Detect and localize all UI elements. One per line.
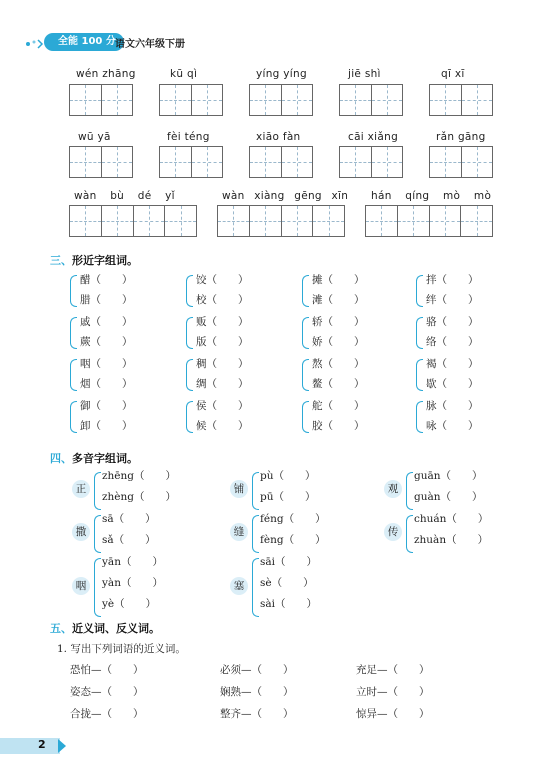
- word-blank[interactable]: 拌（ ）: [426, 274, 479, 286]
- word-blank[interactable]: 摊（ ）: [312, 274, 365, 286]
- writing-grid[interactable]: [339, 84, 403, 116]
- writing-grid[interactable]: [429, 146, 493, 178]
- brace-icon: [302, 275, 309, 307]
- pinyin-label: wàn xiàng gēng xīn: [222, 190, 349, 202]
- reading-blank[interactable]: sǎ（ ）: [102, 534, 156, 546]
- word-blank[interactable]: 贩（ ）: [196, 316, 249, 328]
- brace-icon: [70, 401, 77, 433]
- word-blank[interactable]: 轿（ ）: [312, 316, 365, 328]
- brace-icon: [416, 359, 423, 391]
- synonym-blank[interactable]: 惊异—（ ）: [356, 708, 430, 720]
- reading-blank[interactable]: féng（ ）: [260, 513, 326, 525]
- word-blank[interactable]: 咏（ ）: [426, 420, 479, 432]
- brace-icon: [302, 359, 309, 391]
- word-blank[interactable]: 醋（ ）: [80, 274, 133, 286]
- word-blank[interactable]: 骆（ ）: [426, 316, 479, 328]
- brace-icon: [94, 472, 101, 510]
- section-heading: 三、形近字组词。: [50, 254, 138, 267]
- brace-icon: [406, 515, 413, 553]
- writing-grid[interactable]: [69, 84, 133, 116]
- word-blank[interactable]: 卸（ ）: [80, 420, 133, 432]
- polyphone-char: 传: [384, 523, 402, 541]
- brace-icon: [94, 515, 101, 553]
- section-heading: 四、多音字组词。: [50, 452, 138, 465]
- synonym-blank[interactable]: 合拢—（ ）: [70, 708, 144, 720]
- word-blank[interactable]: 咽（ ）: [80, 358, 133, 370]
- synonym-blank[interactable]: 立时—（ ）: [356, 686, 430, 698]
- reading-blank[interactable]: zhuàn（ ）: [414, 534, 489, 546]
- word-blank[interactable]: 戚（ ）: [80, 316, 133, 328]
- reading-blank[interactable]: pù（ ）: [260, 470, 316, 482]
- brace-icon: [186, 401, 193, 433]
- pinyin-label: jiē shì: [348, 68, 381, 80]
- writing-grid[interactable]: [339, 146, 403, 178]
- pinyin-label: xiāo fàn: [256, 131, 301, 143]
- brace-icon: [252, 558, 259, 617]
- writing-grid[interactable]: [217, 205, 345, 237]
- synonym-blank[interactable]: 充足—（ ）: [356, 664, 430, 676]
- brace-icon: [302, 317, 309, 349]
- brace-icon: [406, 472, 413, 510]
- synonym-blank[interactable]: 娴熟—（ ）: [220, 686, 294, 698]
- word-blank[interactable]: 绸（ ）: [196, 378, 249, 390]
- word-blank[interactable]: 胶（ ）: [312, 420, 365, 432]
- word-blank[interactable]: 饺（ ）: [196, 274, 249, 286]
- word-blank[interactable]: 蕨（ ）: [80, 336, 133, 348]
- word-blank[interactable]: 褐（ ）: [426, 358, 479, 370]
- synonym-blank[interactable]: 恐怕—（ ）: [70, 664, 144, 676]
- word-blank[interactable]: 歇（ ）: [426, 378, 479, 390]
- reading-blank[interactable]: zhèng（ ）: [102, 491, 176, 503]
- reading-blank[interactable]: yān（ ）: [102, 556, 163, 568]
- brace-icon: [70, 359, 77, 391]
- writing-grid[interactable]: [429, 84, 493, 116]
- pinyin-label: wū yā: [78, 131, 111, 143]
- reading-blank[interactable]: yàn（ ）: [102, 577, 163, 589]
- writing-grid[interactable]: [69, 146, 133, 178]
- book-subtitle: 语文六年级下册: [115, 39, 185, 50]
- brace-icon: [186, 359, 193, 391]
- brace-icon: [94, 558, 101, 617]
- synonym-blank[interactable]: 姿态—（ ）: [70, 686, 144, 698]
- word-blank[interactable]: 娇（ ）: [312, 336, 365, 348]
- writing-grid[interactable]: [249, 146, 313, 178]
- polyphone-char: 缝: [230, 523, 248, 541]
- page-number: 2: [38, 738, 46, 751]
- polyphone-char: 铺: [230, 480, 248, 498]
- polyphone-char: 正: [72, 480, 90, 498]
- word-blank[interactable]: 鳌（ ）: [312, 378, 365, 390]
- pinyin-label: qī xī: [441, 68, 465, 80]
- synonym-blank[interactable]: 必须—（ ）: [220, 664, 294, 676]
- section-heading: 五、近义词、反义词。: [50, 622, 160, 635]
- reading-blank[interactable]: yè（ ）: [102, 598, 157, 610]
- pinyin-label: rǎn gāng: [436, 131, 486, 143]
- word-blank[interactable]: 络（ ）: [426, 336, 479, 348]
- word-blank[interactable]: 稠（ ）: [196, 358, 249, 370]
- brace-icon: [70, 317, 77, 349]
- word-blank[interactable]: 候（ ）: [196, 420, 249, 432]
- polyphone-char: 咽: [72, 577, 90, 595]
- word-blank[interactable]: 脉（ ）: [426, 400, 479, 412]
- pinyin-label: kū qì: [170, 68, 198, 80]
- pinyin-label: yíng yíng: [256, 68, 307, 80]
- brace-icon: [70, 275, 77, 307]
- sub-question: 1. 写出下列词语的近义词。: [57, 643, 186, 655]
- writing-grid[interactable]: [365, 205, 493, 237]
- word-blank[interactable]: 烟（ ）: [80, 378, 133, 390]
- polyphone-char: 观: [384, 480, 402, 498]
- word-blank[interactable]: 版（ ）: [196, 336, 249, 348]
- writing-grid[interactable]: [159, 146, 223, 178]
- pinyin-label: cāi xiǎng: [348, 131, 399, 143]
- series-badge: 全能 100 分: [44, 33, 124, 51]
- word-blank[interactable]: 熬（ ）: [312, 358, 365, 370]
- word-blank[interactable]: 校（ ）: [196, 294, 249, 306]
- reading-blank[interactable]: chuán（ ）: [414, 513, 489, 525]
- writing-grid[interactable]: [159, 84, 223, 116]
- word-blank[interactable]: 腊（ ）: [80, 294, 133, 306]
- brace-icon: [186, 275, 193, 307]
- polyphone-char: 撒: [72, 523, 90, 541]
- pinyin-label: wàn bù dé yǐ: [74, 190, 175, 202]
- brace-icon: [252, 472, 259, 510]
- brace-icon: [416, 275, 423, 307]
- brace-icon: [302, 401, 309, 433]
- word-blank[interactable]: 御（ ）: [80, 400, 133, 412]
- reading-blank[interactable]: pū（ ）: [260, 491, 316, 503]
- reading-blank[interactable]: fèng（ ）: [260, 534, 326, 546]
- reading-blank[interactable]: sè（ ）: [260, 577, 314, 589]
- reading-blank[interactable]: sā（ ）: [102, 513, 156, 525]
- polyphone-char: 塞: [230, 577, 248, 595]
- word-blank[interactable]: 绊（ ）: [426, 294, 479, 306]
- footer-bar: [0, 738, 60, 754]
- writing-grid[interactable]: [249, 84, 313, 116]
- word-blank[interactable]: 侯（ ）: [196, 400, 249, 412]
- writing-grid[interactable]: [69, 205, 197, 237]
- brace-icon: [252, 515, 259, 553]
- pinyin-label: hán qíng mò mò: [371, 190, 492, 202]
- pinyin-label: fèi téng: [167, 131, 210, 143]
- pinyin-label: wén zhāng: [76, 68, 136, 80]
- synonym-blank[interactable]: 整齐—（ ）: [220, 708, 294, 720]
- reading-blank[interactable]: guàn（ ）: [414, 491, 483, 503]
- reading-blank[interactable]: guān（ ）: [414, 470, 483, 482]
- brace-icon: [416, 401, 423, 433]
- brace-icon: [416, 317, 423, 349]
- brace-icon: [186, 317, 193, 349]
- word-blank[interactable]: 舵（ ）: [312, 400, 365, 412]
- reading-blank[interactable]: sài（ ）: [260, 598, 318, 610]
- reading-blank[interactable]: sāi（ ）: [260, 556, 318, 568]
- reading-blank[interactable]: zhēng（ ）: [102, 470, 176, 482]
- footer-arrow-icon: [58, 739, 66, 753]
- word-blank[interactable]: 滩（ ）: [312, 294, 365, 306]
